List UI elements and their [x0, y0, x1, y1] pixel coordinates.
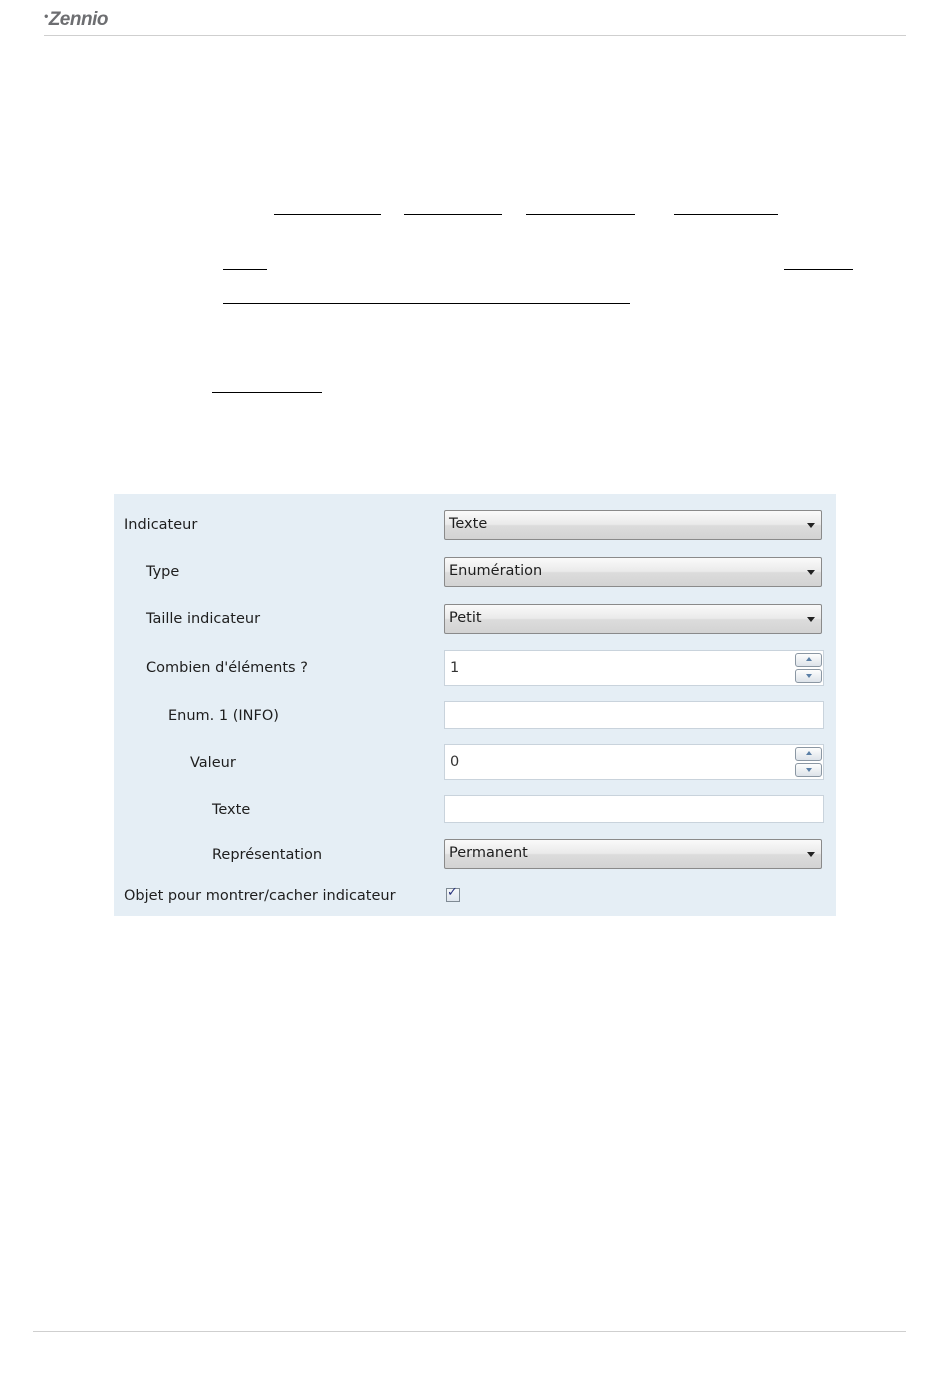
taille-dropdown[interactable] — [444, 604, 822, 634]
combien-spinner[interactable] — [444, 650, 824, 686]
arrow-up-icon — [806, 657, 812, 661]
type-dropdown[interactable] — [444, 557, 822, 587]
valeur-value: 0 — [450, 754, 460, 770]
link-underline — [212, 392, 322, 393]
zennio-logo: •Zennio — [44, 9, 108, 30]
enum1-input[interactable] — [444, 701, 824, 729]
texte-label: Texte — [212, 802, 251, 818]
chevron-down-icon — [807, 523, 815, 528]
objet-checkbox[interactable] — [446, 885, 460, 902]
link-underline — [674, 214, 778, 215]
chevron-down-icon — [807, 852, 815, 857]
link-underline — [526, 214, 635, 215]
combien-value: 1 — [450, 660, 460, 676]
link-underline — [223, 303, 630, 304]
indicateur-value: Texte — [449, 516, 488, 532]
valeur-spinner[interactable] — [444, 744, 824, 780]
spin-up-button[interactable] — [795, 747, 822, 761]
arrow-down-icon — [806, 768, 812, 772]
combien-label: Combien d'éléments ? — [146, 660, 308, 676]
chevron-down-icon — [807, 570, 815, 575]
representation-label: Représentation — [212, 847, 323, 863]
spin-up-button[interactable] — [795, 653, 822, 667]
link-underline — [404, 214, 502, 215]
checkmark-icon: ✓ — [447, 885, 458, 900]
arrow-up-icon — [806, 751, 812, 755]
arrow-down-icon — [806, 674, 812, 678]
representation-dropdown[interactable] — [444, 839, 822, 869]
spin-down-button[interactable] — [795, 669, 822, 683]
objet-label: Objet pour montrer/cacher indicateur — [124, 888, 396, 904]
link-underline — [274, 214, 381, 215]
chevron-down-icon — [807, 617, 815, 622]
type-label: Type — [146, 564, 180, 580]
indicateur-dropdown[interactable] — [444, 510, 822, 540]
representation-value: Permanent — [449, 845, 528, 861]
link-underline — [784, 269, 853, 270]
header-divider — [44, 35, 906, 36]
enum1-label: Enum. 1 (INFO) — [168, 708, 279, 724]
taille-label: Taille indicateur — [146, 611, 261, 627]
texte-input[interactable] — [444, 795, 824, 823]
parameter-panel — [114, 494, 836, 916]
taille-value: Petit — [449, 610, 482, 626]
spin-down-button[interactable] — [795, 763, 822, 777]
valeur-label: Valeur — [190, 755, 236, 771]
type-value: Enumération — [449, 563, 543, 579]
footer-divider — [33, 1331, 906, 1332]
indicateur-label: Indicateur — [124, 517, 198, 533]
link-underline — [223, 269, 267, 270]
